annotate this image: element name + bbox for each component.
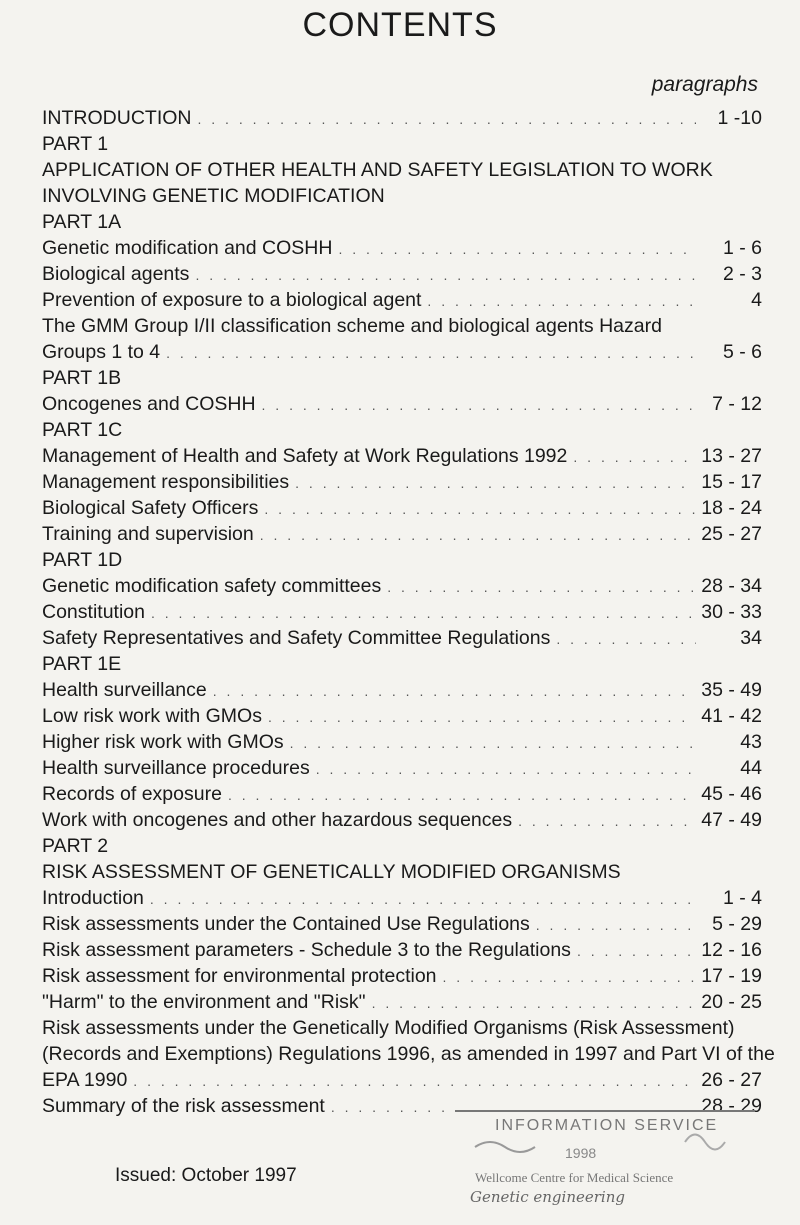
toc-entry <box>42 496 762 522</box>
toc-entry <box>42 262 762 288</box>
dot-leader <box>316 757 696 782</box>
toc-entry-label: Management of Health and Safety at Work Regulations 1992 <box>42 445 568 467</box>
toc-entry-paragraphs: 7 - 12 <box>712 393 762 415</box>
toc-entry <box>42 574 762 600</box>
dot-leader <box>338 237 696 262</box>
toc-entry-label: Biological Safety Officers <box>42 497 259 519</box>
toc-entry-paragraphs: 43 <box>740 731 762 753</box>
toc-entry-paragraphs: 41 - 42 <box>701 705 762 727</box>
toc-entry-paragraphs: 20 - 25 <box>701 991 762 1013</box>
toc-entry <box>42 782 762 808</box>
toc-entry <box>42 756 762 782</box>
toc-heading: PART 1A <box>42 211 122 233</box>
toc-entry-label: Introduction <box>42 887 144 909</box>
toc-entry-paragraphs: 15 - 17 <box>701 471 762 493</box>
stamp-line2: 1998 <box>565 1145 597 1161</box>
toc-entry-label: Oncogenes and COSHH <box>42 393 256 415</box>
toc-entry <box>42 990 762 1016</box>
toc-entry <box>42 340 762 366</box>
toc-entry-label: Health surveillance <box>42 679 207 701</box>
toc-heading: PART 1D <box>42 549 123 571</box>
toc-heading: PART 1E <box>42 653 122 675</box>
toc-entry-paragraphs: 13 - 27 <box>701 445 762 467</box>
dot-leader <box>166 341 696 366</box>
toc-entry <box>42 236 762 262</box>
toc-entry-label: "Harm" to the environment and "Risk" <box>42 991 366 1013</box>
toc-entry <box>42 730 762 756</box>
toc-heading: PART 2 <box>42 835 109 857</box>
stamp-line1: INFORMATION SERVICE <box>495 1117 719 1134</box>
toc-entry <box>42 678 762 704</box>
toc-entry <box>42 470 762 496</box>
toc-entry <box>42 808 762 834</box>
toc-entry-label: Constitution <box>42 601 145 623</box>
toc-entry-paragraphs: 1 -10 <box>717 107 762 129</box>
toc-entry-label: Summary of the risk assessment <box>42 1095 325 1117</box>
toc-entry-label: Training and supervision <box>42 523 254 545</box>
toc-entry-label: Health surveillance procedures <box>42 757 310 779</box>
toc-heading: Risk assessments under the Genetically Modified Organisms (Risk Assessment) <box>42 1017 735 1039</box>
toc-entry-paragraphs: 47 - 49 <box>701 809 762 831</box>
toc-entry <box>42 704 762 730</box>
toc-entry-paragraphs: 26 - 27 <box>701 1069 762 1091</box>
column-header: paragraphs <box>651 73 758 96</box>
toc-entry <box>42 886 762 912</box>
dot-leader <box>427 289 696 314</box>
toc-entry-label: Risk assessment parameters - Schedule 3 to the Regulations <box>42 939 571 961</box>
dot-leader <box>518 809 695 834</box>
dot-leader <box>295 471 695 496</box>
toc-entry-label: EPA 1990 <box>42 1069 128 1091</box>
dot-leader <box>290 731 696 756</box>
toc-entry-paragraphs: 2 - 3 <box>722 263 762 285</box>
toc-entry-paragraphs: 28 - 29 <box>701 1095 762 1117</box>
toc-entry-label: Records of exposure <box>42 783 222 805</box>
toc-entry-paragraphs: 4 <box>751 289 762 311</box>
toc-entry-paragraphs: 28 - 34 <box>701 575 762 597</box>
stamp-handwriting: Genetic engineering <box>470 1188 625 1206</box>
toc-heading: APPLICATION OF OTHER HEALTH AND SAFETY LEGISLATION TO WORK <box>42 159 713 181</box>
dot-leader <box>213 679 696 704</box>
toc-entry-label: Biological agents <box>42 263 190 285</box>
stamp-line3: Wellcome Centre for Medical Science <box>475 1170 674 1185</box>
toc-entry-label: INTRODUCTION <box>42 107 192 129</box>
toc-entry-paragraphs: 1 - 4 <box>722 887 762 909</box>
dot-leader <box>387 575 695 600</box>
toc-entry <box>42 964 762 990</box>
library-stamp <box>455 1110 755 1207</box>
dot-leader <box>151 601 695 626</box>
toc-entry <box>42 626 762 652</box>
toc-entry-label: Risk assessment for environmental protection <box>42 965 437 987</box>
dot-leader <box>372 991 696 1016</box>
dot-leader <box>556 627 696 652</box>
toc-entry-label: Safety Representatives and Safety Committee Regulations <box>42 627 551 649</box>
toc-entry <box>42 288 762 314</box>
toc-entry-paragraphs: 12 - 16 <box>701 939 762 961</box>
toc-entry-paragraphs: 1 - 6 <box>722 237 762 259</box>
dot-leader <box>264 497 695 522</box>
toc-entry-label: Higher risk work with GMOs <box>42 731 284 753</box>
page-title: CONTENTS <box>302 6 498 44</box>
toc-entry-paragraphs: 45 - 46 <box>701 783 762 805</box>
dot-leader <box>260 523 696 548</box>
toc-entry <box>42 938 762 964</box>
toc-entry-label: Low risk work with GMOs <box>42 705 262 727</box>
issued-date: Issued: October 1997 <box>115 1165 297 1186</box>
toc-entry-paragraphs: 17 - 19 <box>701 965 762 987</box>
dot-leader <box>268 705 695 730</box>
toc-entry-label: Work with oncogenes and other hazardous sequences <box>42 809 513 831</box>
toc-entry-label: Prevention of exposure to a biological agent <box>42 289 422 311</box>
toc-entry-label: Groups 1 to 4 <box>42 341 161 363</box>
toc-heading: The GMM Group I/II classification scheme and biological agents Hazard <box>42 315 662 337</box>
stamp-graphic <box>455 1112 755 1207</box>
toc-entry <box>42 1068 762 1094</box>
dot-leader <box>195 263 696 288</box>
toc-entry <box>42 912 762 938</box>
dot-leader <box>262 393 696 418</box>
toc-entry <box>42 522 762 548</box>
toc-entry-paragraphs: 34 <box>740 627 762 649</box>
toc-heading: RISK ASSESSMENT OF GENETICALLY MODIFIED ORGANISMS <box>42 861 621 883</box>
dot-leader <box>443 965 696 990</box>
dot-leader <box>536 913 696 938</box>
toc-entry-label: Management responsibilities <box>42 471 290 493</box>
toc-entry-paragraphs: 5 - 29 <box>712 913 762 935</box>
table-of-contents <box>42 106 775 1120</box>
toc-entry <box>42 106 762 132</box>
dot-leader <box>198 107 697 132</box>
toc-heading: PART 1B <box>42 367 122 389</box>
dot-leader <box>150 887 696 912</box>
toc-entry-paragraphs: 25 - 27 <box>701 523 762 545</box>
toc-entry <box>42 444 762 470</box>
toc-entry-label: Genetic modification and COSHH <box>42 237 333 259</box>
toc-entry <box>42 600 762 626</box>
toc-entry-paragraphs: 30 - 33 <box>701 601 762 623</box>
toc-heading: PART 1C <box>42 419 123 441</box>
toc-entry-label: Risk assessments under the Contained Use Regulations <box>42 913 530 935</box>
toc-heading: INVOLVING GENETIC MODIFICATION <box>42 185 385 207</box>
dot-leader <box>577 939 695 964</box>
toc-heading: PART 1 <box>42 133 109 155</box>
dot-leader <box>573 445 695 470</box>
toc-entry-paragraphs: 5 - 6 <box>722 341 762 363</box>
toc-entry-paragraphs: 44 <box>740 757 762 779</box>
dot-leader <box>228 783 695 808</box>
toc-entry-paragraphs: 18 - 24 <box>701 497 762 519</box>
toc-entry-paragraphs: 35 - 49 <box>701 679 762 701</box>
dot-leader <box>133 1069 695 1094</box>
toc-heading: (Records and Exemptions) Regulations 1996, as amended in 1997 and Part VI of the <box>42 1043 775 1065</box>
toc-entry-label: Genetic modification safety committees <box>42 575 382 597</box>
toc-entry <box>42 392 762 418</box>
